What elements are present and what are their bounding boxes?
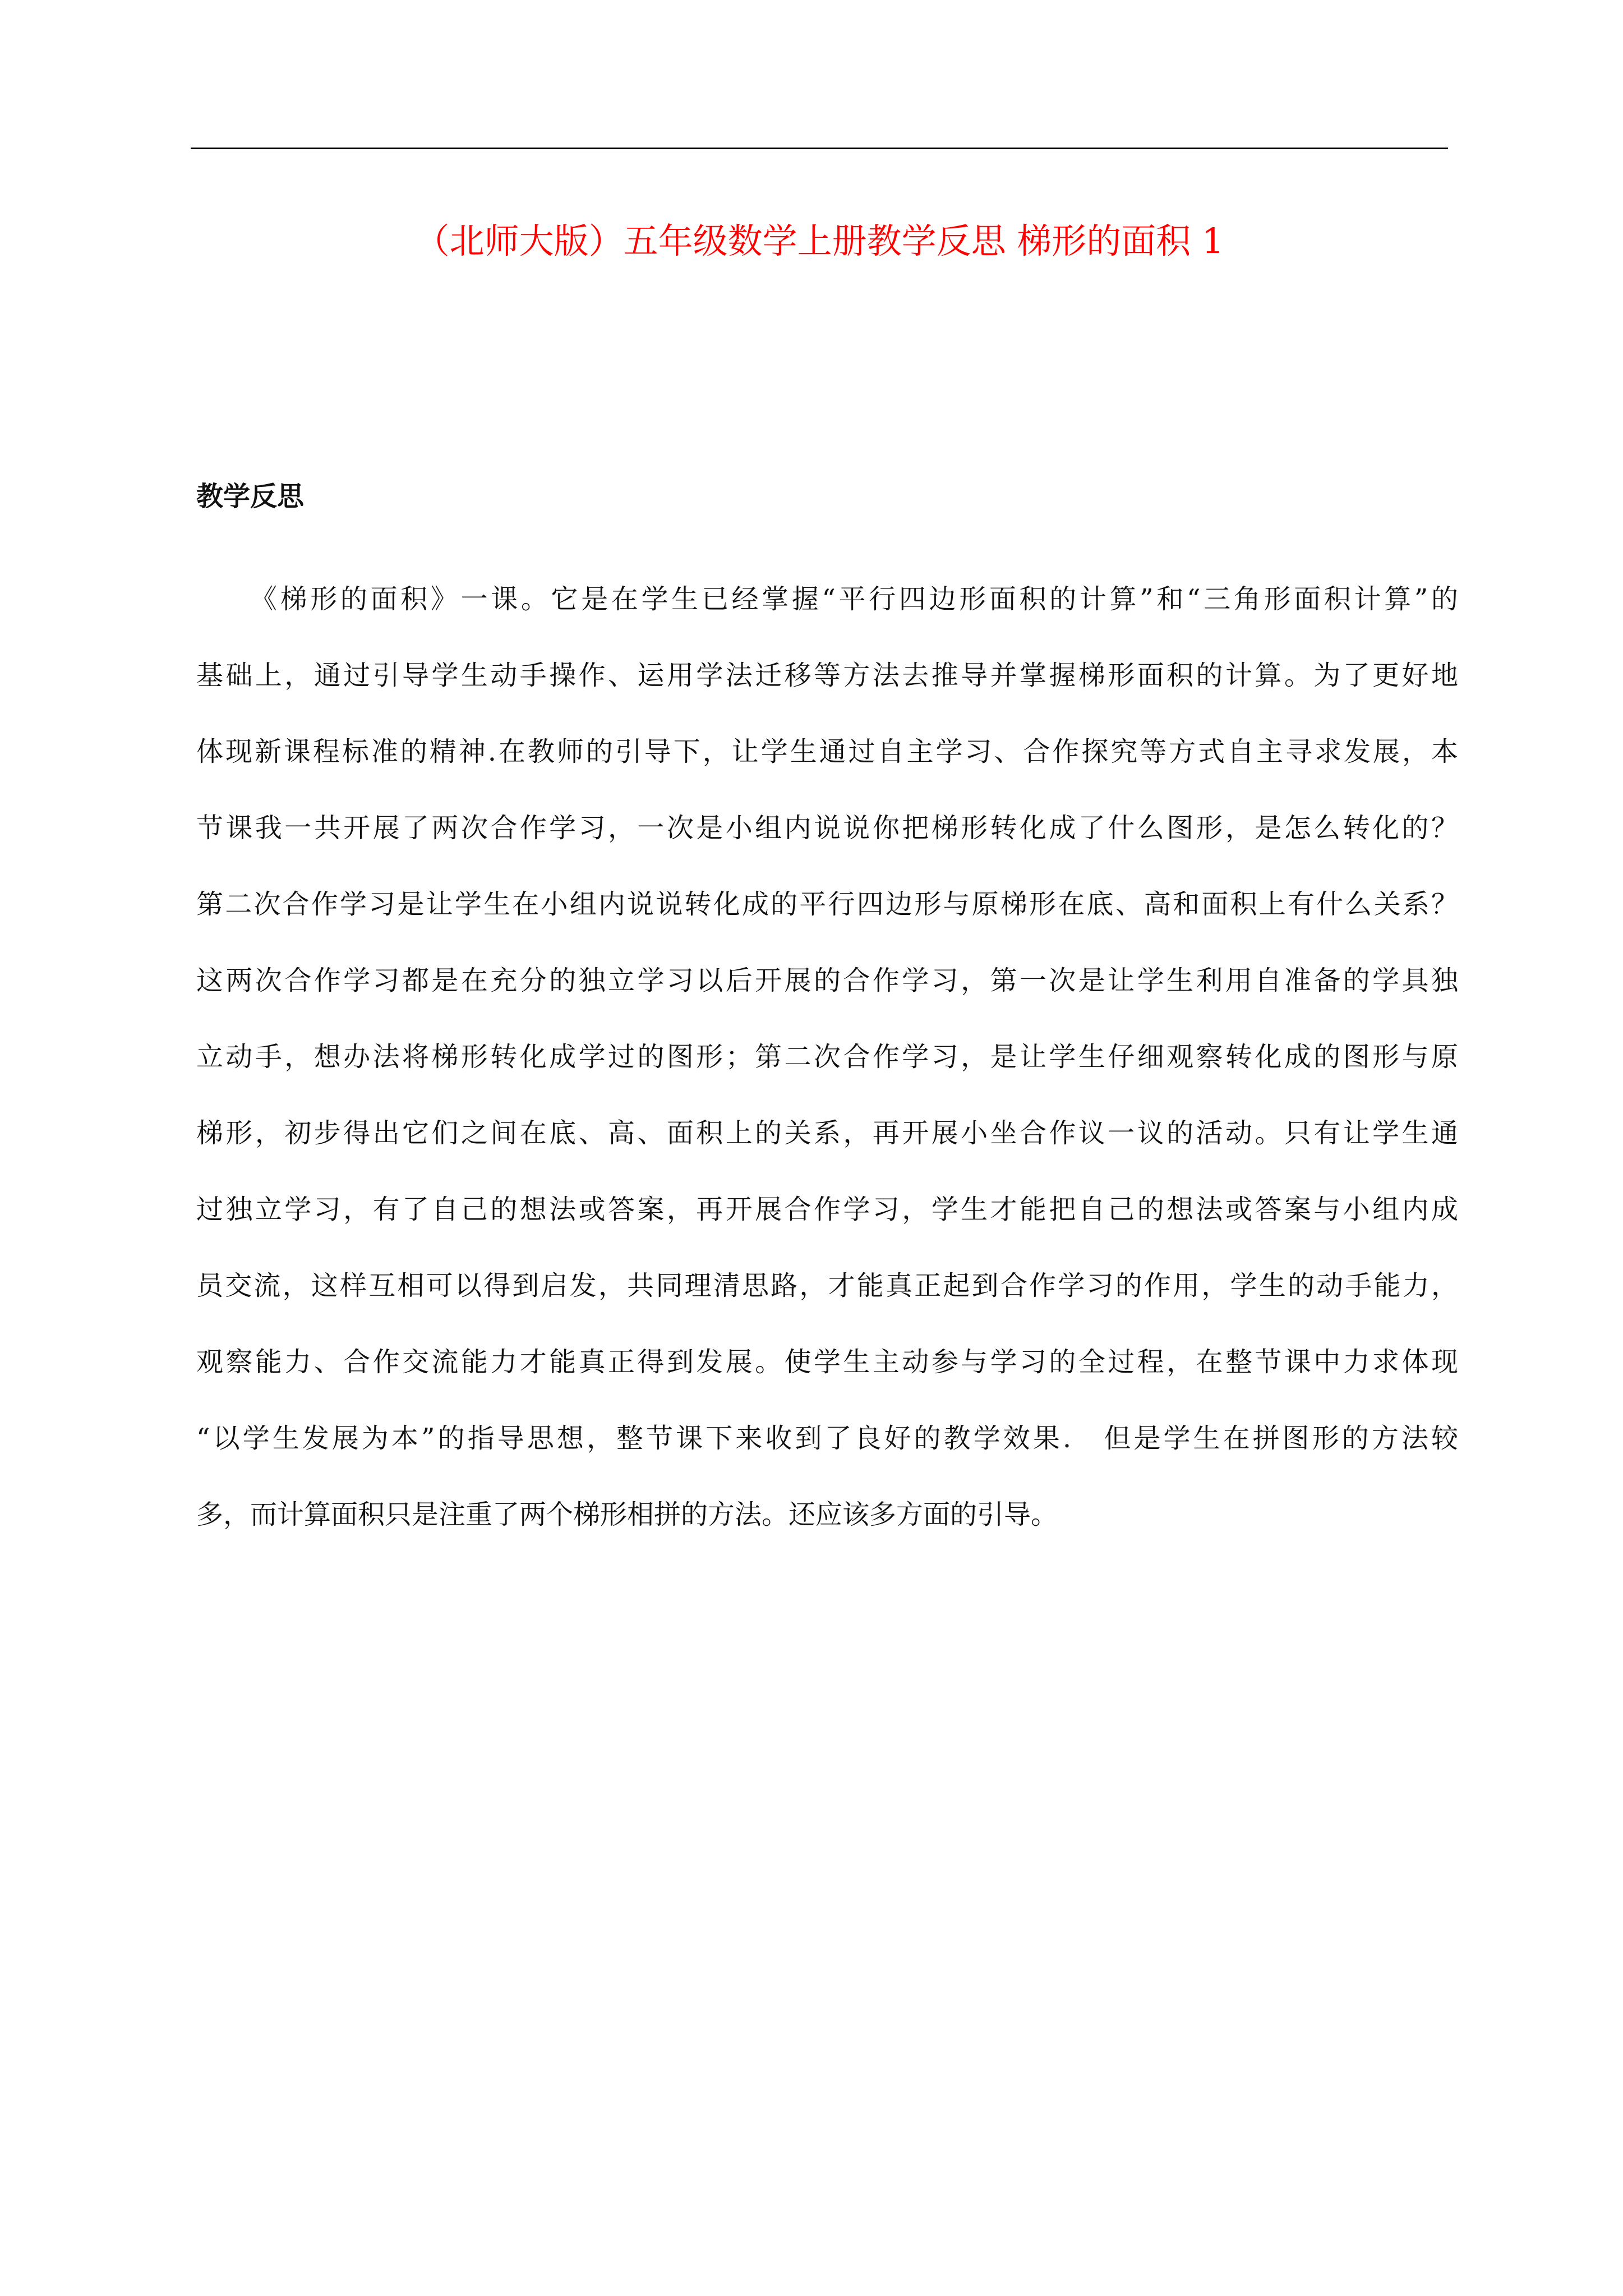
body-text [196,561,1458,1553]
body-line: 观察能力、合作交流能力才能真正得到发展。使学生主动参与学习的全过程，在整节课中力求体现 [196,1346,1458,1378]
body-line: 基础上，通过引导学生动手操作、运用学法迁移等方法去推导并掌握梯形面积的计算。为了更好地 [196,660,1458,691]
body-line: 过独立学习，有了自己的想法或答案，再开展合作学习，学生才能把自己的想法或答案与小组内成 [196,1194,1458,1225]
body-line: “以学生发展为本”的指导思想，整节课下来收到了良好的教学效果. 但是学生在拼图形的方法较 [196,1423,1458,1454]
body-line: 员交流，这样互相可以得到启发，共同理清思路，才能真正起到合作学习的作用，学生的动手能力， [196,1270,1458,1301]
body-line: 节课我一共开展了两次合作学习，一次是小组内说说你把梯形转化成了什么图形，是怎么转化的？ [196,812,1458,844]
header-rule [191,148,1448,149]
body-line: 《梯形的面积》一课。它是在学生已经掌握“平行四边形面积的计算”和“三角形面积计算”的 [250,583,1458,615]
body-line: 梯形，初步得出它们之间在底、高、面积上的关系，再开展小坐合作议一议的活动。只有让学生通 [196,1117,1458,1149]
document-title: （北师大版）五年级数学上册教学反思 梯形的面积 1 [414,220,1224,261]
body-line: 多，而计算面积只是注重了两个梯形相拼的方法。还应该多方面的引导。 [196,1499,1058,1530]
body-line: 立动手，想办法将梯形转化成学过的图形；第二次合作学习，是让学生仔细观察转化成的图形与原 [196,1041,1458,1073]
section-heading: 教学反思 [196,481,305,512]
body-line: 这两次合作学习都是在充分的独立学习以后开展的合作学习，第一次是让学生利用自准备的学具独 [196,965,1458,996]
body-line: 体现新课程标准的精神.在教师的引导下，让学生通过自主学习、合作探究等方式自主寻求发展，本 [196,736,1458,767]
body-line: 第二次合作学习是让学生在小组内说说转化成的平行四边形与原梯形在底、高和面积上有什么关系？ [196,889,1458,920]
